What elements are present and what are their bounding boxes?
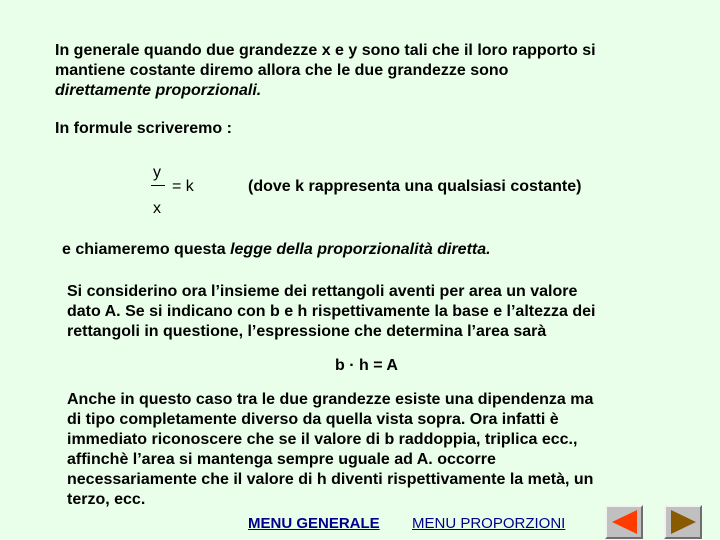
intro-paragraph — [55, 41, 695, 101]
intro-line-1: In generale quando due grandezze x e y sono tali che il loro rapporto si — [55, 42, 596, 59]
rectangles-line-3: rettangoli in questione, l’espressione che determina l’area sarà — [67, 323, 547, 340]
previous-page-button[interactable] — [605, 505, 643, 539]
formula-numerator: y — [153, 164, 161, 181]
conclusion-line-4: affinchè l’area si mantenga sempre uguale ad A. occorre — [67, 451, 496, 468]
conclusion-line-3: immediato riconoscere che se il valore di b raddoppia, triplica ecc., — [67, 431, 578, 448]
menu-proporzioni-link[interactable]: MENU PROPORZIONI — [412, 515, 566, 532]
triangle-left-icon — [607, 507, 641, 537]
conclusion-line-5: necessariamente che il valore di h diventi rispettivamente la metà, un — [67, 471, 594, 488]
law-sentence — [62, 240, 491, 260]
rectangles-line-2: dato A. Se si indicano con b e h rispettivamente la base e l’altezza dei — [67, 303, 596, 320]
formula-note: (dove k rappresenta una qualsiasi costante) — [248, 178, 582, 195]
menu-generale-link[interactable]: MENU GENERALE — [248, 515, 380, 532]
law-name: legge della proporzionalità diretta. — [230, 241, 491, 258]
formula-rhs: = k — [172, 178, 194, 195]
fraction-bar — [151, 185, 165, 186]
conclusion-line-1: Anche in questo caso tra le due grandezze esiste una dipendenza ma — [67, 391, 594, 408]
intro-line-2: mantiene costante diremo allora che le due grandezze sono — [55, 62, 509, 79]
law-prefix: e chiameremo questa — [62, 241, 231, 258]
rectangles-paragraph — [67, 282, 687, 342]
formula-denominator: x — [153, 200, 161, 217]
intro-line-3: direttamente proporzionali. — [55, 82, 262, 99]
conclusion-line-6: terzo, ecc. — [67, 491, 146, 508]
next-page-button[interactable] — [664, 505, 702, 539]
rectangles-line-1: Si considerino ora l’insieme dei rettangoli aventi per area un valore — [67, 283, 578, 300]
area-formula: b · h = A — [335, 357, 398, 374]
ratio-formula — [150, 164, 210, 219]
formula-intro: In formule scriveremo : — [55, 120, 232, 137]
conclusion-paragraph — [67, 390, 687, 510]
triangle-right-icon — [666, 507, 700, 537]
conclusion-line-2: di tipo completamente diverso da quella vista sopra. Ora infatti è — [67, 411, 559, 428]
